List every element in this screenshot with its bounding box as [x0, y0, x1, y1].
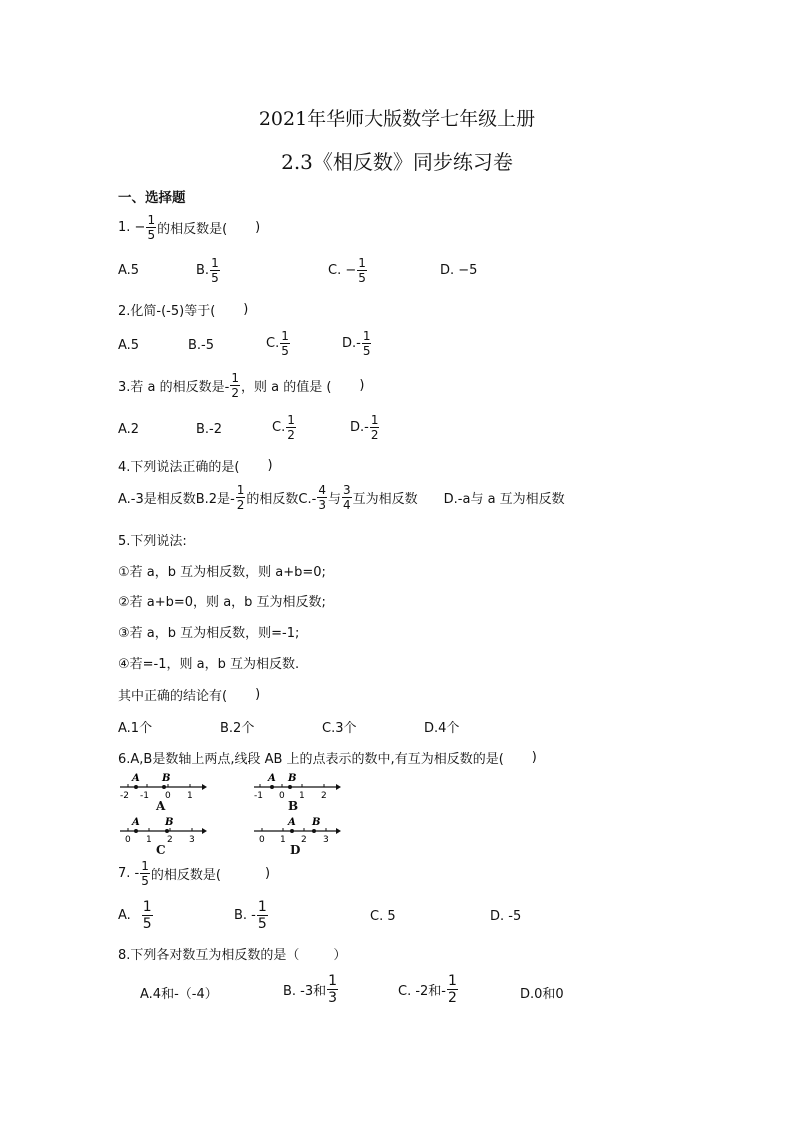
q1-fraction: $\frac{1}{5}$ [147, 213, 156, 242]
question-4: 4.下列说法正确的是( ) [118, 458, 273, 475]
question-1 [118, 214, 260, 241]
q1-prefix: 1. − [118, 220, 146, 235]
nl-c-point-b: B [165, 817, 174, 828]
number-line-c [116, 814, 208, 857]
q7-option-a: A. $\frac{1}{5}$ [118, 899, 152, 932]
q2-option-c: C. $\frac{1}{5}$ [266, 329, 289, 358]
nl-d-caption: D [290, 843, 301, 857]
nl-c-tick-label: 2 [167, 835, 173, 844]
nl-d-point-a: A [288, 817, 296, 828]
nl-c-caption: C [156, 843, 166, 857]
q4-option-d: D.-a与 a 互为相反数 [443, 492, 565, 507]
nl-d-tick-label: 3 [323, 835, 329, 844]
q8-option-a: A.4和-（-4） [140, 987, 218, 1002]
nl-c-tick-label: 1 [146, 835, 152, 844]
q4-option-a-b: A.-3是相反数B.2是- [118, 492, 235, 507]
q3-option-c: C. $\frac{1}{2}$ [272, 413, 295, 442]
number-line-a [116, 770, 208, 813]
nl-a-tick-label: -2 [120, 791, 129, 800]
nl-b-point-a: A [268, 773, 276, 784]
question-6: 6.A,B是数轴上两点,线段 AB 上的点表示的数中,有互为相反数的是( ) [118, 750, 537, 767]
q4-option-c: 的相反数C.- [246, 492, 317, 507]
q5-statement-1: ①若 a，b 互为相反数，则 a+b=0; [118, 565, 326, 580]
section-heading: 一、选择题 [118, 190, 186, 206]
q7-option-d: D. -5 [490, 909, 522, 924]
nl-d-point-b: B [312, 817, 321, 828]
question-5: 5.下列说法: [118, 534, 187, 549]
q5-option-d: D.4个 [424, 721, 460, 736]
q5-statement-2: ②若 a+b=0，则 a，b 互为相反数; [118, 595, 326, 610]
nl-b-tick-label: 0 [279, 791, 285, 800]
page-subtitle: 2.3《相反数》同步练习卷 [281, 150, 513, 174]
q3-option-a: A.2 [118, 422, 140, 437]
q1-option-c: C. − $\frac{1}{5}$ [328, 256, 366, 285]
q2-option-d: D.- $\frac{1}{5}$ [342, 329, 371, 358]
q3-option-d: D.- $\frac{1}{2}$ [350, 413, 379, 442]
nl-a-tick-label: 1 [187, 791, 193, 800]
question-8: 8.下列各对数互为相反数的是（ ） [118, 948, 347, 963]
page-title: 2021年华师大版数学七年级上册 [258, 108, 536, 130]
nl-a-tick-label: 0 [165, 791, 171, 800]
q1-option-d: D. −5 [440, 263, 478, 278]
q4-options: A.-3是相反数B.2是- $\frac{1}{2}$ 的相反数C.- $\frac{4}{3}$ 与 $\frac{3}{4}$ 互为相反数 D.-a与 a 互为相反数 [118, 483, 565, 512]
q1-option-a: A.5 [118, 263, 140, 278]
nl-d-tick-label: 2 [301, 835, 307, 844]
nl-b-caption: B [288, 799, 299, 813]
question-2: 2.化简-(-5)等于( ) [118, 302, 249, 319]
number-line-d [250, 814, 342, 857]
nl-a-tick-label: -1 [140, 791, 149, 800]
nl-c-tick-label: 0 [125, 835, 131, 844]
q2-option-a: A.5 [118, 338, 140, 353]
nl-d-tick-label: 1 [280, 835, 286, 844]
q5-statement-3: ③若 a，b 互为相反数，则=-1; [118, 626, 300, 641]
q5-option-a: A.1个 [118, 721, 153, 736]
nl-b-tick-label: 1 [299, 791, 305, 800]
nl-a-caption: A [156, 799, 166, 813]
q1-stem: 的相反数是( [157, 222, 228, 237]
nl-a-point-b: B [162, 773, 171, 784]
nl-a-point-a: A [132, 773, 140, 784]
q7-option-b: B. - $\frac{1}{5}$ [234, 899, 267, 932]
q8-option-b: B. -3和 $\frac{1}{3}$ [283, 973, 338, 1006]
nl-d-tick-label: 0 [259, 835, 265, 844]
q5-question: 其中正确的结论有( ) [118, 687, 261, 704]
q5-statement-4: ④若=-1，则 a，b 互为相反数. [118, 657, 300, 672]
question-3: 3.若 a 的相反数是- $\frac{1}{2}$ ，则 a 的值是 ( ) [118, 371, 365, 400]
q5-option-b: B.2个 [220, 721, 255, 736]
q1-option-b: B. $\frac{1}{5}$ [196, 256, 219, 285]
q8-option-c: C. -2和- $\frac{1}{2}$ [398, 973, 457, 1006]
nl-b-tick-label: 2 [321, 791, 327, 800]
number-line-b [250, 770, 342, 813]
nl-c-point-a: A [132, 817, 140, 828]
q2-option-b: B.-5 [188, 338, 215, 353]
q7-option-c: C. 5 [370, 909, 396, 924]
question-7: 7. - $\frac{1}{5}$ 的相反数是( ) [118, 859, 271, 888]
nl-c-tick-label: 3 [189, 835, 195, 844]
q8-option-d: D.0和0 [520, 987, 564, 1002]
nl-b-point-b: B [288, 773, 297, 784]
q1-close: ) [255, 220, 261, 235]
q5-option-c: C.3个 [322, 721, 357, 736]
nl-b-tick-label: -1 [254, 791, 263, 800]
q3-option-b: B.-2 [196, 422, 223, 437]
